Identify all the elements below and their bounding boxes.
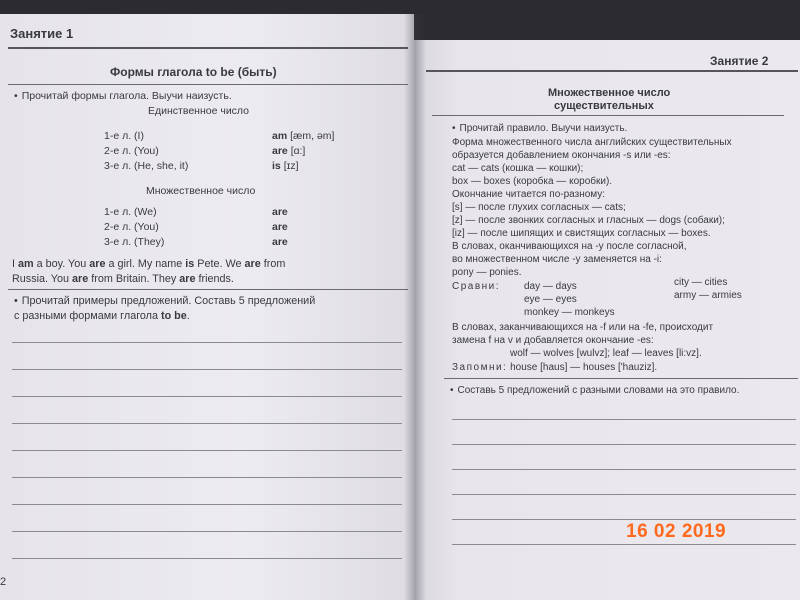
rule-line: В словах, оканчивающихся на -y после согласной, bbox=[452, 241, 687, 252]
page-number: 2 bbox=[0, 576, 7, 588]
verb-form: is bbox=[272, 160, 281, 172]
book-gutter bbox=[404, 14, 426, 600]
task-text: • Прочитай примеры предложений. Составь 5 предложений bbox=[14, 295, 315, 308]
transcription: [ɑ:] bbox=[290, 145, 306, 157]
writing-line[interactable] bbox=[12, 342, 402, 343]
transcription: [ɪz] bbox=[283, 160, 299, 172]
compare-cell: eye — eyes bbox=[524, 294, 577, 305]
writing-line[interactable] bbox=[452, 519, 796, 520]
rule-line: cat — cats (кошка — кошки); bbox=[452, 163, 584, 174]
section-title: Множественное число bbox=[548, 87, 671, 99]
verb-form: are bbox=[272, 236, 288, 248]
remember-line: Запомни: house [haus] — houses ['hauziz]. bbox=[452, 362, 658, 373]
rule-line: Окончание читается по-разному: bbox=[452, 189, 606, 200]
writing-line[interactable] bbox=[12, 477, 402, 478]
instruction: • Прочитай правило. Выучи наизусть. bbox=[452, 122, 627, 135]
example-line: Russia. You are from Britain. They are friends. bbox=[12, 273, 234, 285]
rule-line: [z] — после звонких согласных и гласных — dogs (собаки); bbox=[452, 215, 725, 226]
lesson-label: Занятие 1 bbox=[10, 26, 74, 41]
person-cell: 1-е л. (We) bbox=[104, 206, 157, 218]
section-title: Формы глагола to be (быть) bbox=[110, 65, 277, 79]
writing-line[interactable] bbox=[452, 419, 796, 420]
left-page bbox=[0, 14, 414, 600]
section-rule bbox=[8, 289, 408, 290]
rule-line: Форма множественного числа английских существительных bbox=[452, 137, 732, 148]
writing-line[interactable] bbox=[12, 531, 402, 532]
person-cell: 3-е л. (He, she, it) bbox=[104, 160, 189, 172]
rule-line: образуется добавлением окончания -s или -es: bbox=[452, 150, 671, 161]
task-text: • Составь 5 предложений с разными словами на это правило. bbox=[450, 384, 739, 397]
rule-line: box — boxes (коробка — коробки). bbox=[452, 176, 613, 187]
right-page bbox=[414, 40, 800, 600]
writing-line[interactable] bbox=[12, 423, 402, 424]
verb-form: are bbox=[272, 145, 288, 157]
writing-line[interactable] bbox=[12, 558, 402, 559]
transcription: [æm, əm] bbox=[290, 130, 335, 142]
verb-form: am bbox=[272, 130, 288, 142]
rule-line: во множественном числе -y заменяется на -i: bbox=[452, 254, 662, 265]
compare-label: Сравни: bbox=[452, 281, 501, 292]
instruction: • Прочитай формы глагола. Выучи наизусть. bbox=[14, 90, 232, 103]
writing-line[interactable] bbox=[12, 450, 402, 451]
section-title: существительных bbox=[554, 100, 654, 112]
verb-form: are bbox=[272, 221, 288, 233]
rule-line: [s] — после глухих согласных — cats; bbox=[452, 202, 626, 213]
title-rule bbox=[432, 115, 784, 116]
rule-line: [iz] — после шипящих и свистящих согласных — boxes. bbox=[452, 228, 711, 239]
writing-line[interactable] bbox=[452, 494, 796, 495]
person-cell: 3-е л. (They) bbox=[104, 236, 165, 248]
person-cell: 2-е л. (You) bbox=[104, 221, 159, 233]
title-rule bbox=[8, 84, 408, 85]
writing-line[interactable] bbox=[12, 396, 402, 397]
example-line: I am a boy. You are a girl. My name is Pete. We are from bbox=[12, 258, 286, 270]
lesson-label: Занятие 2 bbox=[710, 54, 769, 68]
rule-line: pony — ponies. bbox=[452, 267, 522, 278]
compare-cell: day — days bbox=[524, 281, 577, 292]
singular-heading: Единственное число bbox=[148, 105, 250, 117]
header-rule bbox=[426, 70, 798, 72]
rule-line: В словах, заканчивающихся на -f или на -fe, происходит bbox=[452, 322, 714, 333]
plural-heading: Множественное число bbox=[146, 185, 256, 197]
rule-line: wolf — wolves [wulvz]; leaf — leaves [li:vz]. bbox=[510, 348, 702, 359]
person-cell: 1-е л. (I) bbox=[104, 130, 144, 142]
writing-line[interactable] bbox=[452, 444, 796, 445]
rule-line: замена f на v и добавляется окончание -es: bbox=[452, 335, 654, 346]
section-rule bbox=[444, 378, 798, 379]
person-cell: 2-е л. (You) bbox=[104, 145, 159, 157]
compare-cell: city — cities bbox=[674, 277, 728, 288]
writing-line[interactable] bbox=[12, 369, 402, 370]
writing-line[interactable] bbox=[452, 469, 796, 470]
verb-form: are bbox=[272, 206, 288, 218]
writing-line[interactable] bbox=[452, 544, 796, 545]
writing-line[interactable] bbox=[12, 504, 402, 505]
header-rule bbox=[8, 47, 408, 49]
task-text: с разными формами глагола to be. bbox=[14, 310, 190, 322]
compare-cell: army — armies bbox=[674, 290, 742, 301]
compare-cell: monkey — monkeys bbox=[524, 307, 615, 318]
date-stamp: 16 02 2019 bbox=[626, 521, 727, 542]
